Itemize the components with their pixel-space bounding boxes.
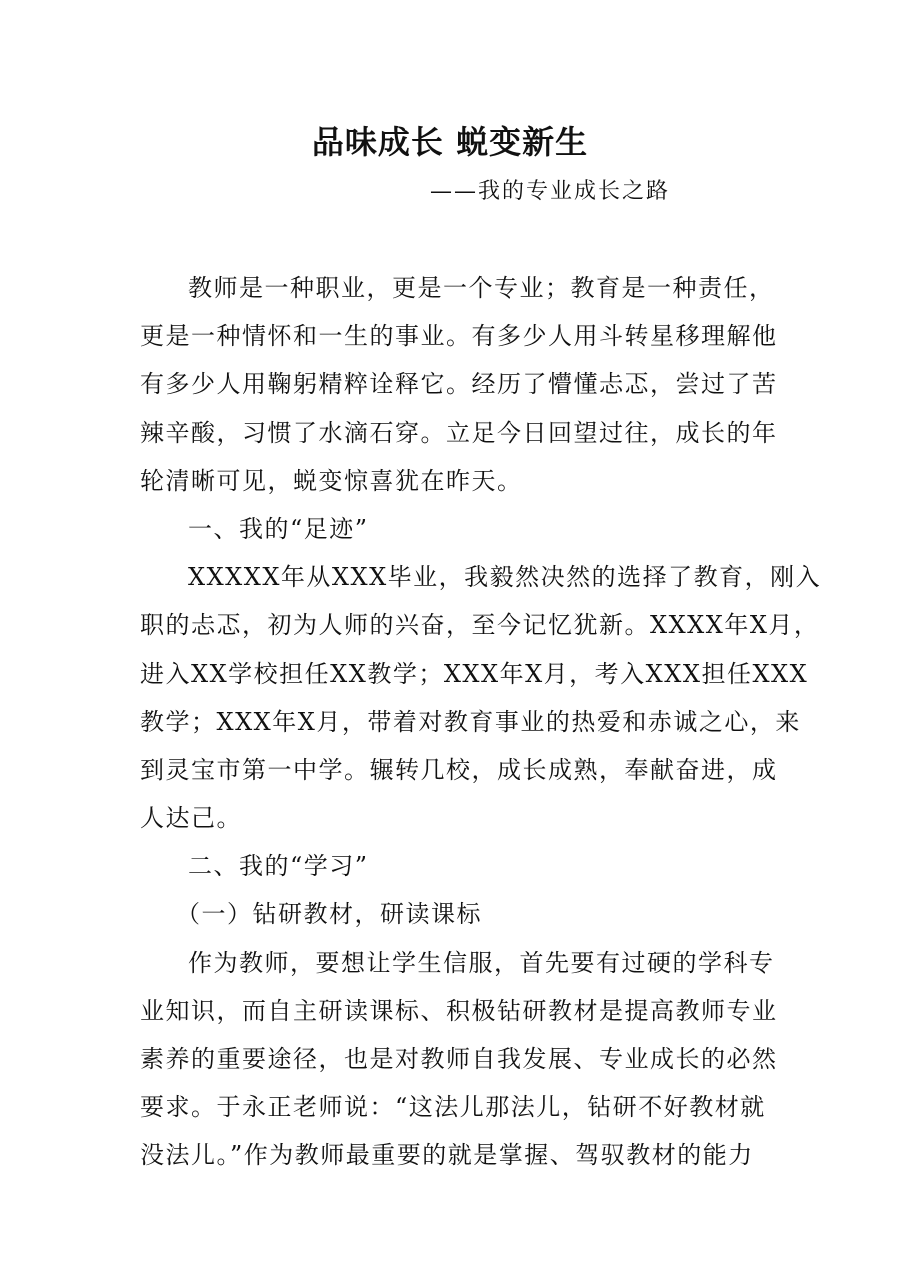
paragraph-line: 更是一种情怀和一生的事业。有多少人用斗转星移理解他 <box>140 322 778 351</box>
section-heading: 一、我的“足迹” <box>188 514 369 543</box>
paragraph-line: 教学；XXX年X月，带着对教育事业的热爱和赤诚之心，来 <box>140 707 801 736</box>
document-body <box>140 264 822 1180</box>
paragraph-line: 没法儿。”作为教师最重要的就是掌握、驾驭教材的能力 <box>140 1141 754 1170</box>
document-subtitle: ——我的专业成长之路 <box>430 179 671 204</box>
paragraph-line: 有多少人用鞠躬精粹诠释它。经历了懵懂忐忑，尝过了苦 <box>140 370 778 399</box>
paragraph-line: 职的忐忑，初为人师的兴奋，至今记忆犹新。XXXX年X月， <box>140 611 820 640</box>
paragraph-line: 辣辛酸，习惯了水滴石穿。立足今日回望过往，成长的年 <box>140 418 778 447</box>
paragraph-line: 进入XX学校担任XX教学；XXX年X月，考入XXX担任XXX <box>140 659 809 688</box>
paragraph-line: 业知识，而自主研读课标、积极钻研教材是提高教师专业 <box>140 996 778 1025</box>
section-heading: 二、我的“学习” <box>188 852 369 881</box>
paragraph-line: 要求。于永正老师说：“这法儿那法儿，钻研不好教材就 <box>140 1093 766 1122</box>
paragraph-line: 轮清晰可见，蜕变惊喜犹在昨天。 <box>140 466 523 495</box>
paragraph-line: 作为教师，要想让学生信服，首先要有过硬的学科专 <box>188 948 775 977</box>
subsection-heading: （一）钻研教材，研读课标 <box>176 900 482 929</box>
paragraph-line: 教师是一种职业，更是一个专业；教育是一种责任， <box>188 274 775 302</box>
paragraph-line: 人达己。 <box>140 804 242 833</box>
paragraph-line: 到灵宝市第一中学。辗转几校，成长成熟，奉献奋进，成 <box>140 755 778 784</box>
paragraph-line: XXXXX年从XXX毕业，我毅然决然的选择了教育，刚入 <box>188 563 822 592</box>
document-title: 品味成长 蜕变新生 <box>311 123 589 161</box>
paragraph-line: 素养的重要途径，也是对教师自我发展、专业成长的必然 <box>140 1045 778 1073</box>
